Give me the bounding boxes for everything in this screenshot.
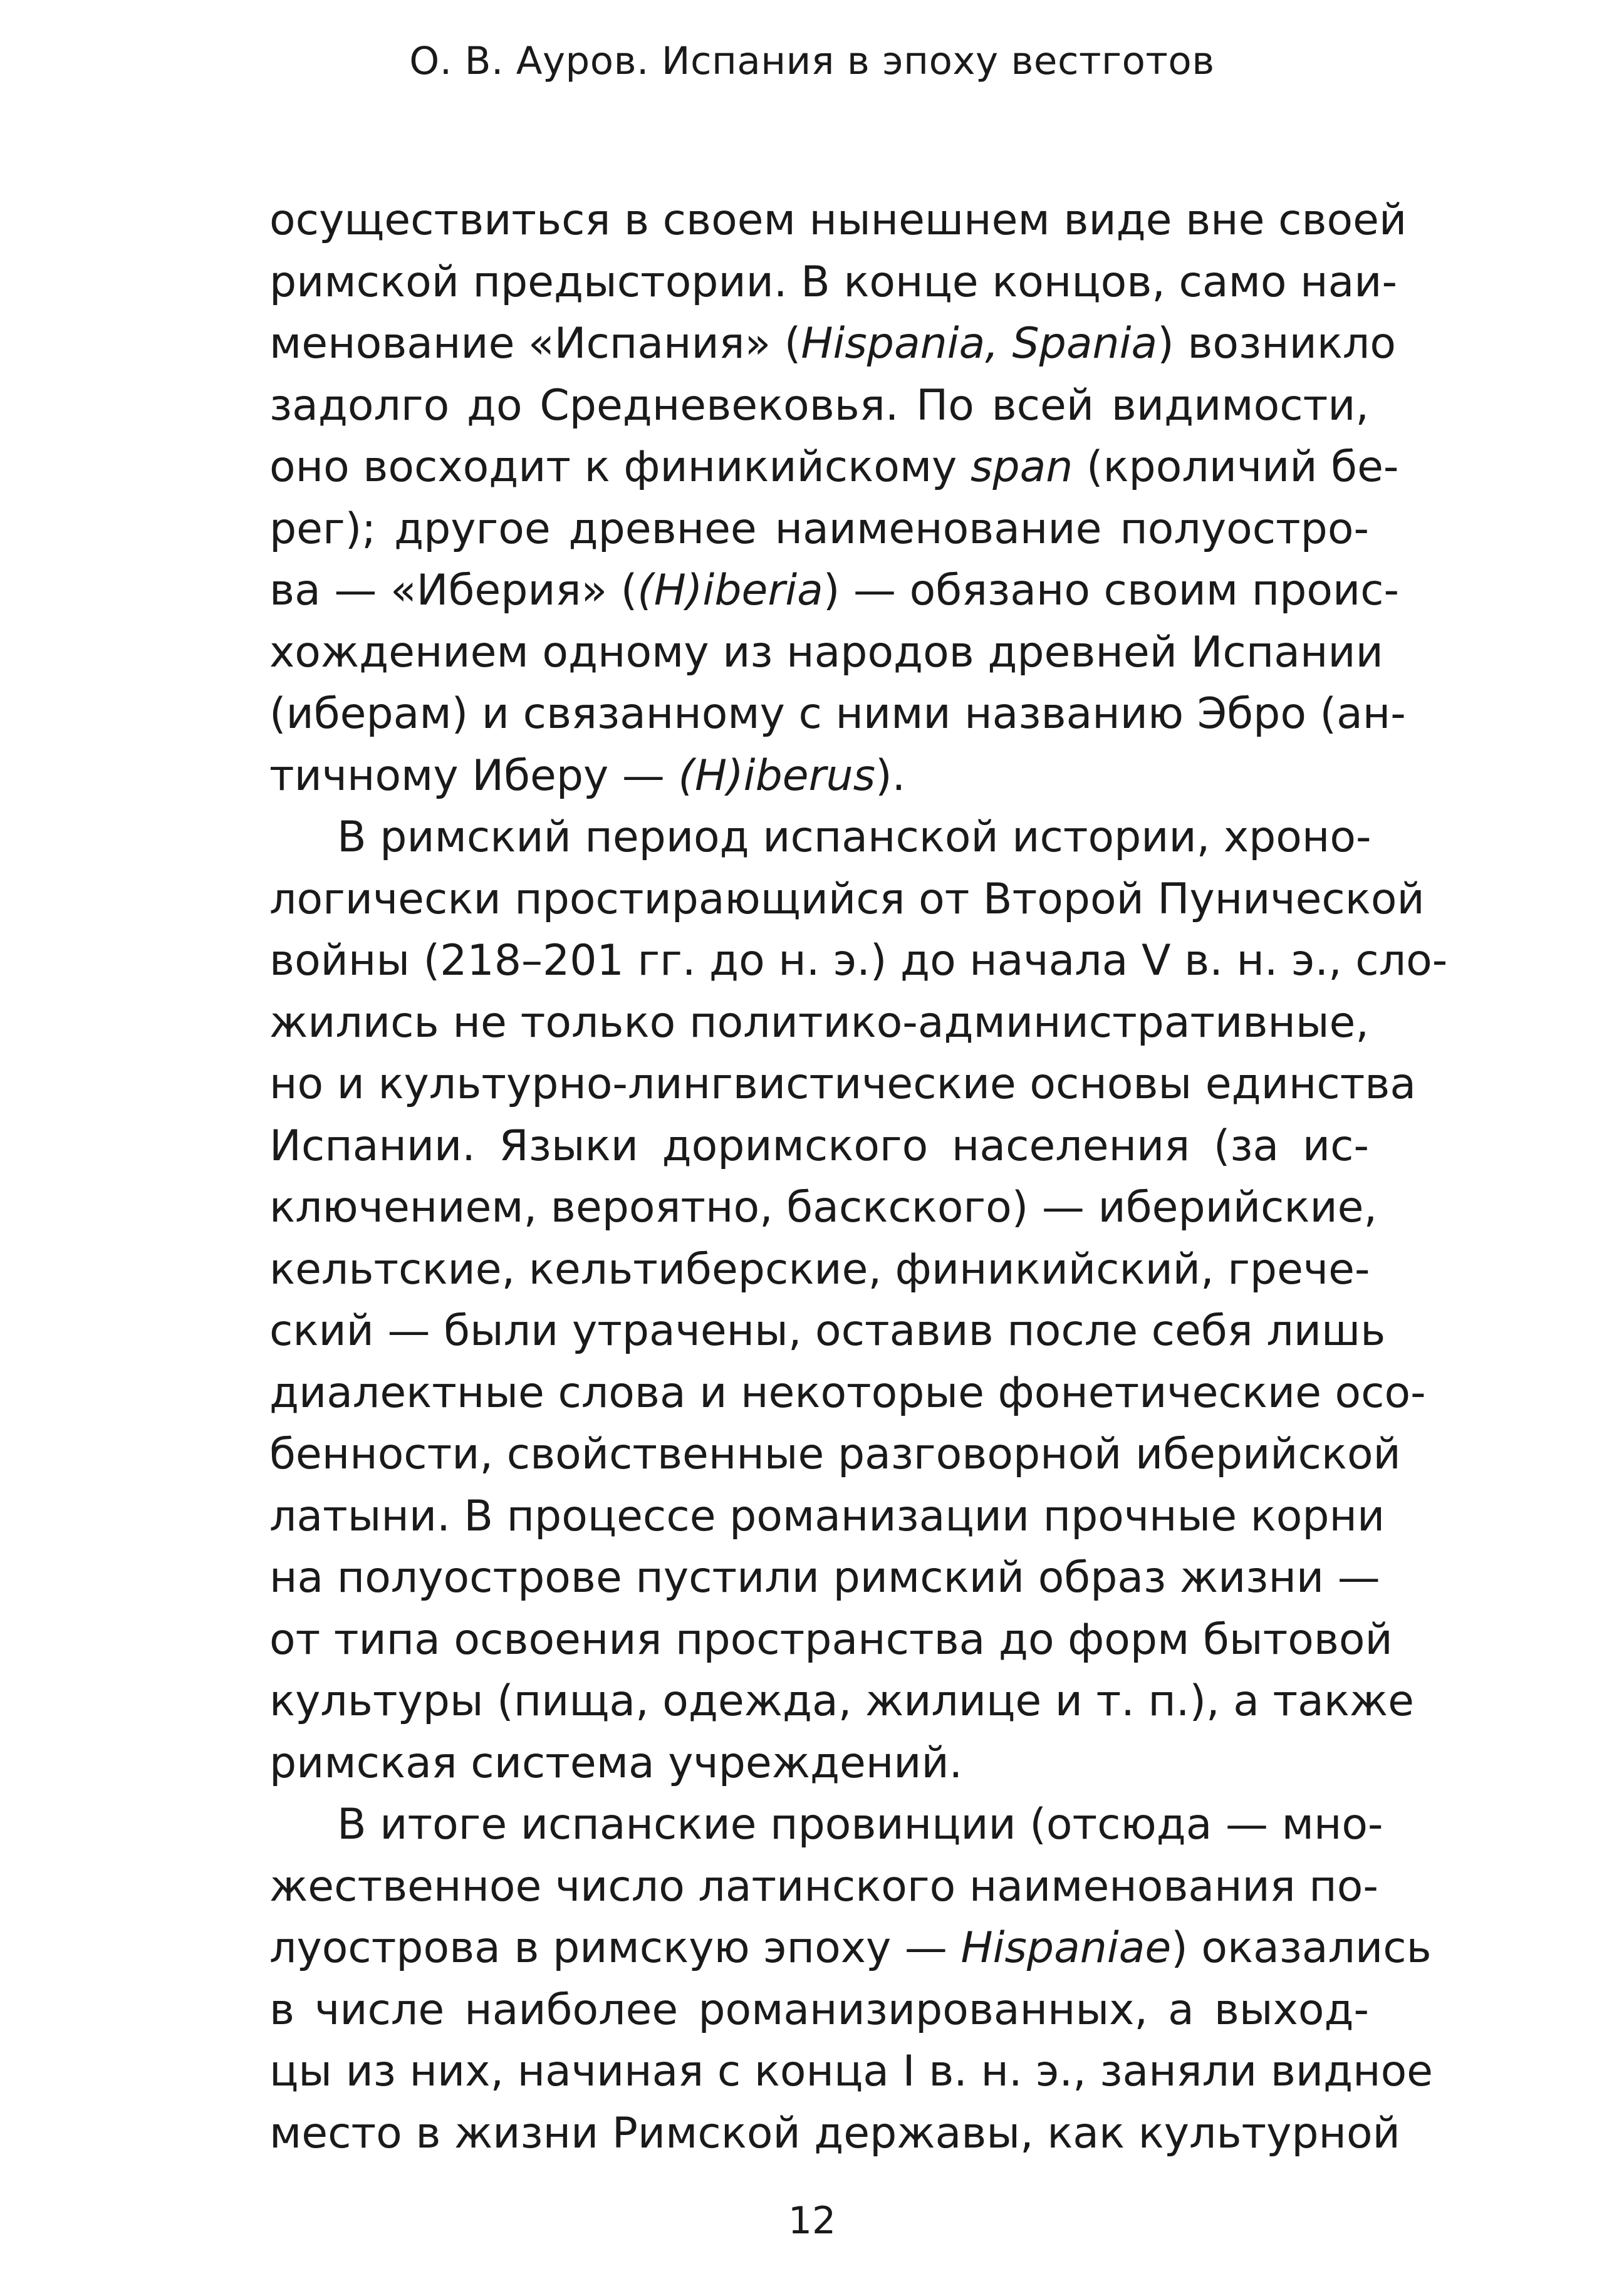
text-line bbox=[269, 622, 1383, 684]
text-line bbox=[269, 2041, 1434, 2103]
text-line bbox=[269, 1424, 1401, 1486]
text-line bbox=[269, 1054, 1417, 1116]
text-line bbox=[269, 930, 1448, 992]
text-line bbox=[269, 992, 1369, 1054]
text-segment: культуры (пища, одежда, жилице и т. п.), а также bbox=[269, 1676, 1415, 1726]
text-line bbox=[269, 1794, 1383, 1856]
text-line bbox=[269, 1301, 1386, 1363]
text-segment: цы из них, начиная с конца I в. н. э., заняли видное bbox=[269, 2047, 1434, 2096]
page-number: 12 bbox=[788, 2199, 836, 2243]
text-line bbox=[269, 1239, 1369, 1301]
text-segment: римская система учреждений. bbox=[269, 1738, 963, 1788]
text-segment: луострова в римскую эпоху — bbox=[269, 1923, 961, 1973]
italic-term: Hispaniae bbox=[960, 1923, 1172, 1973]
text-line bbox=[269, 1856, 1378, 1918]
text-segment: римской предыстории. В конце концов, само наи- bbox=[269, 257, 1397, 307]
text-segment: на полуострове пустили римский образ жизни — bbox=[269, 1553, 1380, 1603]
text-line bbox=[269, 1918, 1432, 1980]
text-segment: войны (218–201 гг. до н. э.) до начала V в. н. э., сло- bbox=[269, 936, 1448, 985]
text-line bbox=[269, 1177, 1378, 1239]
running-head: О. В. Ауров. Испания в эпоху вестготов bbox=[409, 39, 1215, 83]
text-segment: жились не только политико-административные, bbox=[269, 997, 1369, 1047]
text-segment: ) — обязано своим проис- bbox=[823, 566, 1400, 615]
text-segment: В римский период испанской истории, хроно- bbox=[337, 813, 1372, 862]
text-segment: место в жизни Римской державы, как культурной bbox=[269, 2108, 1400, 2158]
text-segment: ) оказались bbox=[1171, 1923, 1432, 1973]
text-line bbox=[269, 1486, 1385, 1548]
text-segment: логически простирающийся от Второй Пунической bbox=[269, 874, 1425, 924]
text-segment: ) возникло bbox=[1157, 319, 1396, 368]
text-line bbox=[269, 1609, 1393, 1671]
paragraph bbox=[269, 807, 1448, 1794]
text-line bbox=[269, 437, 1399, 499]
paragraph bbox=[269, 190, 1407, 807]
text-segment: рег); другое древнее наименование полуостро- bbox=[269, 504, 1369, 554]
text-segment: от типа освоения пространства до форм бытовой bbox=[269, 1614, 1393, 1665]
paragraph bbox=[269, 1794, 1434, 2164]
text-line bbox=[269, 1547, 1380, 1609]
text-line bbox=[269, 683, 1406, 745]
text-line bbox=[269, 1116, 1369, 1178]
text-segment: ). bbox=[875, 751, 906, 801]
text-line bbox=[269, 2103, 1400, 2165]
text-segment: хождением одному из народов древней Испании bbox=[269, 627, 1383, 677]
italic-term: span bbox=[970, 442, 1073, 492]
text-line bbox=[269, 190, 1407, 252]
text-line bbox=[269, 375, 1369, 437]
text-segment: бенности, свойственные разговорной иберийской bbox=[269, 1430, 1401, 1479]
text-segment: ключением, вероятно, баскского) — иберийские, bbox=[269, 1183, 1378, 1232]
text-line bbox=[269, 252, 1397, 314]
italic-term: (H)iberia bbox=[637, 566, 823, 615]
text-segment: жественное число латинского наименования по- bbox=[269, 1861, 1378, 1911]
text-segment: кельтские, кельтиберские, финикийский, грече- bbox=[269, 1244, 1370, 1294]
text-line bbox=[269, 313, 1396, 375]
text-segment: (иберам) и связанному с ними названию Эбро (ан- bbox=[269, 689, 1406, 739]
text-line bbox=[269, 1733, 1369, 1795]
text-segment: Испании. Языки доримского населения (за ис- bbox=[269, 1121, 1369, 1171]
text-line bbox=[269, 869, 1425, 931]
body-text bbox=[269, 190, 1448, 2164]
text-line bbox=[269, 745, 1369, 808]
text-segment: В итоге испанские провинции (отсюда — мно- bbox=[337, 1800, 1383, 1849]
text-segment: (кроличий бе- bbox=[1073, 442, 1399, 492]
text-line bbox=[269, 1980, 1369, 2042]
text-segment: оно восходит к финикийскому bbox=[269, 442, 971, 492]
text-segment: диалектные слова и некоторые фонетические осо- bbox=[269, 1368, 1426, 1418]
text-segment: ва — «Иберия» ( bbox=[269, 566, 638, 615]
text-line bbox=[269, 807, 1372, 869]
text-line bbox=[269, 499, 1369, 561]
italic-term: Hispania, Spania bbox=[801, 319, 1158, 368]
text-line bbox=[269, 1671, 1415, 1733]
text-line bbox=[269, 560, 1400, 622]
text-segment: в числе наиболее романизированных, а выход- bbox=[269, 1985, 1369, 2035]
text-line bbox=[269, 1363, 1426, 1425]
text-segment: ский — были утрачены, оставив после себя лишь bbox=[269, 1306, 1386, 1356]
text-segment: осуществиться в своем нынешнем виде вне своей bbox=[269, 195, 1407, 245]
text-segment: задолго до Средневековья. По всей видимости, bbox=[269, 380, 1369, 430]
text-segment: латыни. В процессе романизации прочные корни bbox=[269, 1491, 1385, 1541]
text-segment: тичному Иберу — bbox=[269, 751, 679, 801]
text-segment: менование «Испания» ( bbox=[269, 319, 801, 368]
italic-term: (H)iberus bbox=[678, 751, 876, 801]
text-segment: но и культурно-лингвистические основы единства bbox=[269, 1059, 1417, 1109]
